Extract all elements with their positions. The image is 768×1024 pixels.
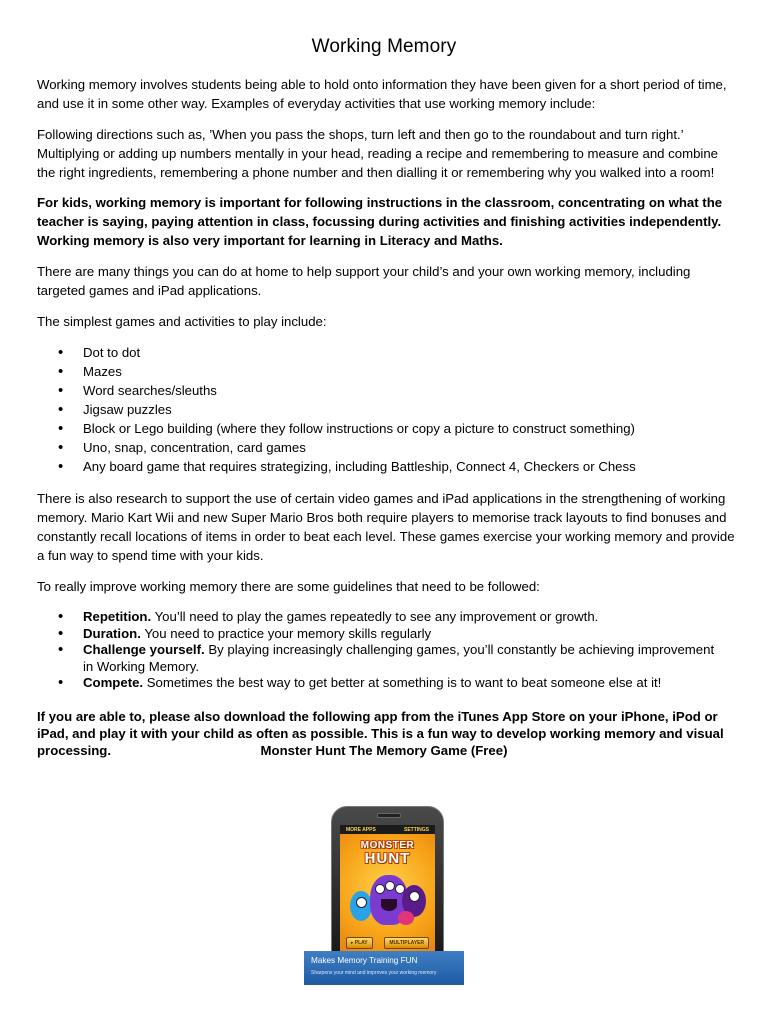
list-item: • Uno, snap, concentration, card games (37, 438, 727, 457)
game-screen (340, 825, 435, 963)
monster-eye (356, 897, 367, 908)
home-support-paragraph: There are many things you can do at home to help support your child’s and your own working memory, including targeted games and iPad applications. (37, 264, 691, 298)
guideline-item (37, 675, 727, 692)
guideline-item (37, 642, 727, 675)
app-promo-image (304, 806, 464, 985)
monster-eye (375, 884, 385, 894)
list-item: • Jigsaw puzzles (37, 400, 727, 419)
research-paragraph: There is also research to support the use of certain video games and iPad applications in the strengthening of working memory. Mario Kart Wii and new Super Mario Bros both require players to memorise track layouts to find bonuses and constantly recall locations of items in order to beat each level. These games exercise your working memory and provide a fun way to spend time with your kids. (37, 491, 735, 563)
examples-paragraph: Following directions such as, ’When you pass the shops, turn left and then go to the roundabout and turn right.’ Multiplying or adding up numbers mentally in your head, reading a recipe and remembering to measure and combine the right ingredients, remembering a phone number and then dialling it or remembering why you walked into a room! (37, 127, 719, 180)
settings-label: SETTINGS (403, 826, 429, 833)
guideline-term: Repetition. (83, 609, 152, 624)
monster-eye (385, 881, 395, 891)
guideline-text: Sometimes the best way to get better at something is to want to beat someone else at it! (143, 675, 662, 690)
page-title: Working Memory (311, 36, 457, 57)
banner-subtitle: Sharpens your mind and improves your working memory (311, 970, 437, 976)
list-item: • Mazes (37, 362, 727, 381)
guideline-term: Challenge yourself. (83, 642, 205, 657)
guideline-text: By playing increasingly challenging games, you’ll constantly be achieving improvement in Working Memory. (83, 642, 715, 674)
guideline-text: You need to practice your memory skills regularly (140, 625, 432, 641)
list-item: • Block or Lego building (where they follow instructions or copy a picture to construct something) (37, 419, 727, 438)
logo-line-1: MONSTER (360, 840, 415, 851)
phone-graphic (331, 806, 444, 968)
banner-title: Makes Memory Training FUN (311, 956, 418, 965)
guidelines-list (37, 609, 727, 692)
game-logo (340, 839, 435, 865)
guideline-term: Duration. (83, 625, 141, 641)
multiplayer-button: MULTIPLAYER (384, 937, 429, 949)
promo-banner (304, 951, 464, 985)
pink-monster-icon (398, 911, 414, 925)
simplest-games-intro: The simplest games and activities to play include: (37, 314, 327, 329)
monster-eye (409, 891, 420, 902)
guideline-item (37, 609, 727, 626)
app-name: Monster Hunt The Memory Game (Free) (260, 743, 508, 758)
list-item: • Any board game that requires strategizing, including Battleship, Connect 4, Checkers or Chess (37, 457, 727, 476)
kids-importance-paragraph: For kids, working memory is important for following instructions in the classroom, concentrating on what the teacher is saying, paying attention in class, focussing during activities and finishing activities independently. Working memory is also very important for learning in Literacy and Maths. (37, 195, 723, 248)
guideline-text: You’ll need to play the games repeatedly to see any improvement or growth. (151, 609, 599, 624)
more-apps-label: MORE APPS (346, 826, 376, 833)
game-buttons (340, 937, 435, 949)
phone-speaker (377, 813, 401, 818)
download-paragraph: If you are able to, please also download the following app from the iTunes App Store on your iPhone, iPod or iPad, and play it with your child as often as possible. This is a fun way to develop working memory and visual processing. (37, 709, 724, 758)
play-button: ▸ PLAY (346, 937, 373, 949)
guideline-term: Compete. (83, 675, 144, 690)
intro-paragraph: Working memory involves students being able to hold onto information they have been given for a short period of time, and use it in some other way. Examples of everyday activities that use working memory include: (37, 77, 727, 111)
guidelines-intro: To really improve working memory there are some guidelines that need to be followed: (37, 579, 540, 594)
logo-line-2: HUNT (364, 850, 411, 867)
guideline-item (37, 626, 727, 643)
activities-list (37, 343, 727, 476)
list-item: • Dot to dot (37, 343, 727, 362)
list-item: • Word searches/sleuths (37, 381, 727, 400)
blue-monster-icon (350, 891, 372, 921)
monster-mouth (381, 899, 397, 911)
game-topbar (340, 825, 435, 834)
